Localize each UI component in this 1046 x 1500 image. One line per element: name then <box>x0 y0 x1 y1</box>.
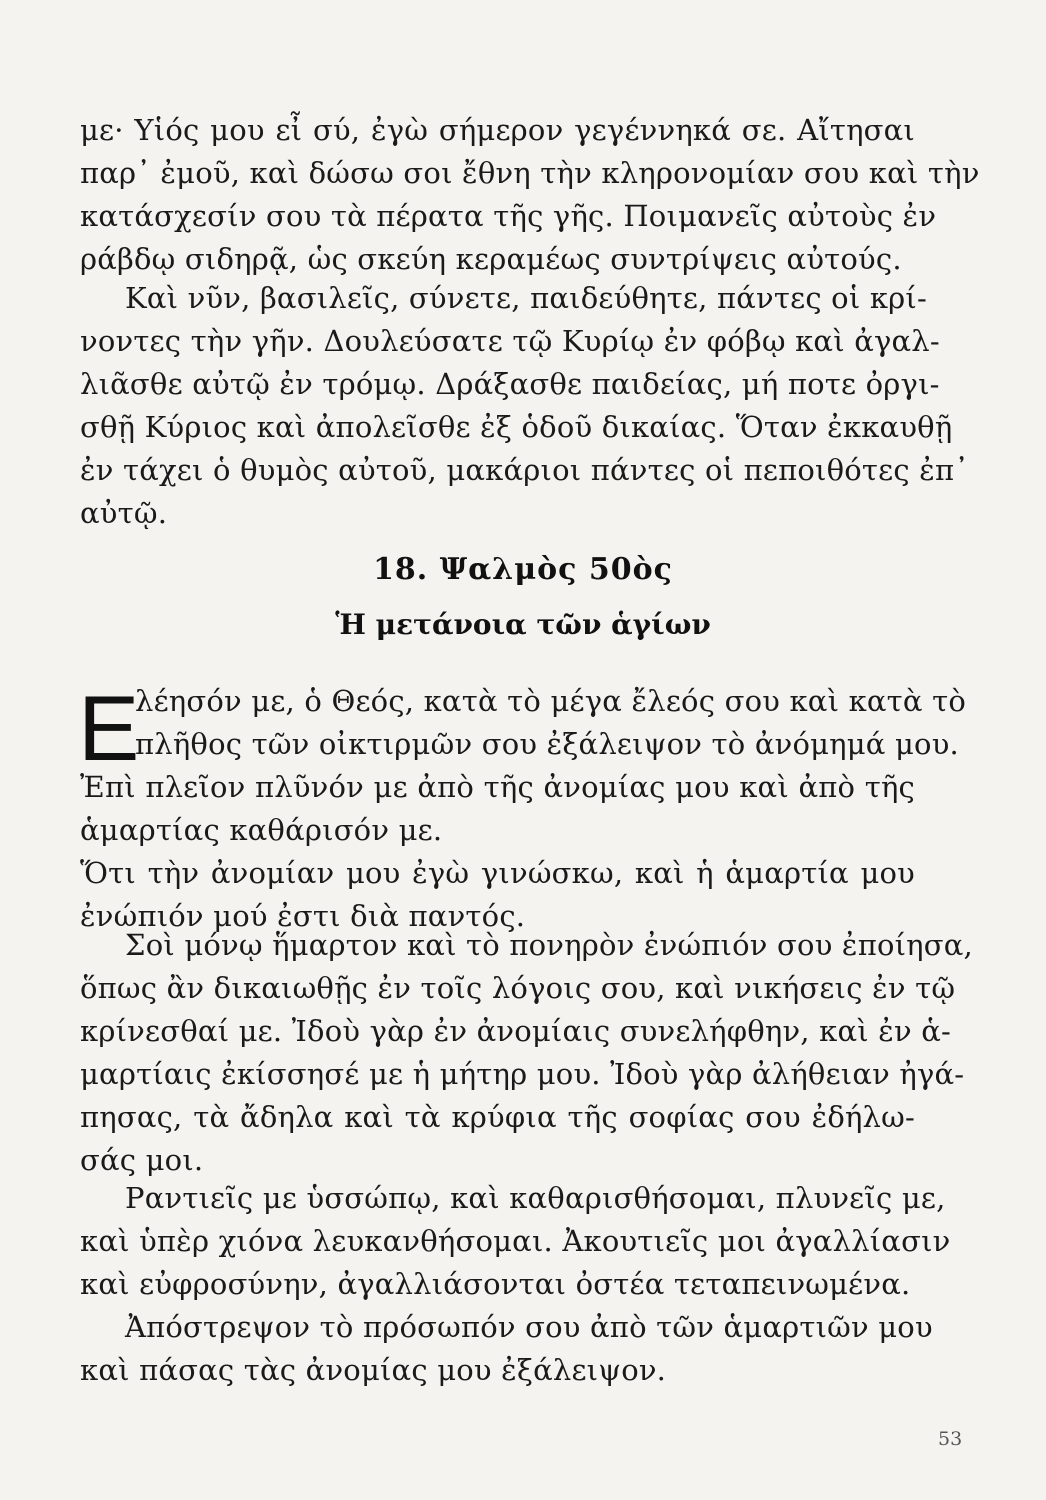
paragraph-eleison-rest <box>80 766 915 852</box>
text-line: ὅπως ἂν δικαιωθῇς ἐν τοῖς λόγοις σου, καὶ νικήσεις ἐν τῷ <box>80 971 956 1005</box>
drop-cap-letter: Ε <box>78 678 140 780</box>
text-line: πησας, τὰ ἄδηλα καὶ τὰ κρύφια τῆς σοφίας σου ἐδήλω- <box>80 1100 915 1134</box>
text-line: Ἀπόστρεψον τὸ πρόσωπόν σου ἀπὸ τῶν ἁμαρτιῶν μου <box>125 1310 933 1344</box>
text-line: καὶ εὐφροσύνην, ἀγαλλιάσονται ὀστέα τεταπεινωμένα. <box>80 1267 911 1301</box>
text-line: σθῇ Κύριος καὶ ἀπολεῖσθε ἐξ ὁδοῦ δικαίας. Ὅταν ἐκκαυθῇ <box>80 410 953 444</box>
text-line: Ἐπὶ πλεῖον πλῦνόν με ἀπὸ τῆς ἀνομίας μου καὶ ἀπὸ τῆς <box>80 770 915 804</box>
text-line: Καὶ νῦν, βασιλεῖς, σύνετε, παιδεύθητε, πάντες οἱ κρί- <box>125 281 927 315</box>
text-line: Ὅτι τὴν ἀνομίαν μου ἐγὼ γινώσκω, καὶ ἡ ἁμαρτία μου <box>80 856 915 890</box>
paragraph-psalm-continuation <box>80 109 980 281</box>
text-line: καὶ πάσας τὰς ἀνομίας μου ἐξάλειψον. <box>80 1353 667 1387</box>
text-line: λιᾶσθε αὐτῷ ἐν τρόμῳ. Δράξασθε παιδείας, μή ποτε ὀργι- <box>80 367 940 401</box>
text-line: μαρτίαις ἐκίσσησέ με ἡ μήτηρ μου. Ἰδοὺ γὰρ ἀλήθειαν ἠγά- <box>80 1057 965 1091</box>
paragraph-soi-mono <box>80 924 973 1182</box>
paragraph-apostrepson <box>80 1306 933 1392</box>
paragraph-rantieis <box>80 1177 951 1306</box>
paragraph-eleison-opening <box>135 680 967 766</box>
text-line: σάς μοι. <box>80 1143 204 1177</box>
text-line: παρ᾿ ἐμοῦ, καὶ δώσω σοι ἔθνη τὴν κληρονομίαν σου καὶ τὴν <box>80 156 980 190</box>
psalm-number-heading: 18. Ψαλμὸς 50ὸς <box>373 552 673 587</box>
text-line: κρίνεσθαί με. Ἰδοὺ γὰρ ἐν ἀνομίαις συνελήφθην, καὶ ἐν ἁ- <box>80 1014 952 1048</box>
text-line: ἁμαρτίας καθάρισόν με. <box>80 813 443 847</box>
text-line: Σοὶ μόνῳ ἥμαρτον καὶ τὸ πονηρὸν ἐνώπιόν σου ἐποίησα, <box>125 928 973 962</box>
paragraph-kai-nyn <box>80 277 969 535</box>
text-line: πλῆθος τῶν οἰκτιρμῶν σου ἐξάλειψον τὸ ἀνόμημά μου. <box>135 727 959 761</box>
text-line: καὶ ὑπὲρ χιόνα λευκανθήσομαι. Ἀκουτιεῖς μοι ἀγαλλίασιν <box>80 1224 951 1258</box>
psalm-title-heading: Ἡ μετάνοια τῶν ἁγίων <box>335 608 711 641</box>
page-number: 53 <box>938 1428 963 1450</box>
text-line: ἐνώπιόν μού ἐστι διὰ παντός. <box>80 899 526 933</box>
text-line: ἐν τάχει ὁ θυμὸς αὐτοῦ, μακάριοι πάντες οἱ πεποιθότες ἐπ᾿ <box>80 453 969 487</box>
text-line: κατάσχεσίν σου τὰ πέρατα τῆς γῆς. Ποιμανεῖς αὐτοὺς ἐν <box>80 199 937 233</box>
text-line: ράβδῳ σιδηρᾷ, ὡς σκεύη κεραμέως συντρίψεις αὐτούς. <box>80 242 902 276</box>
text-line: με· Υἱός μου εἶ σύ, ἐγὼ σήμερον γεγέννηκά σε. Αἴτησαι <box>80 113 915 147</box>
text-line: αὐτῷ. <box>80 496 168 530</box>
text-line: νοντες τὴν γῆν. Δουλεύσατε τῷ Κυρίῳ ἐν φόβῳ καὶ ἀγαλ- <box>80 324 940 358</box>
text-line: λέησόν με, ὁ Θεός, κατὰ τὸ μέγα ἔλεός σου καὶ κατὰ τὸ <box>135 684 967 718</box>
text-line: Ραντιεῖς με ὑσσώπῳ, καὶ καθαρισθήσομαι, πλυνεῖς με, <box>125 1181 946 1215</box>
